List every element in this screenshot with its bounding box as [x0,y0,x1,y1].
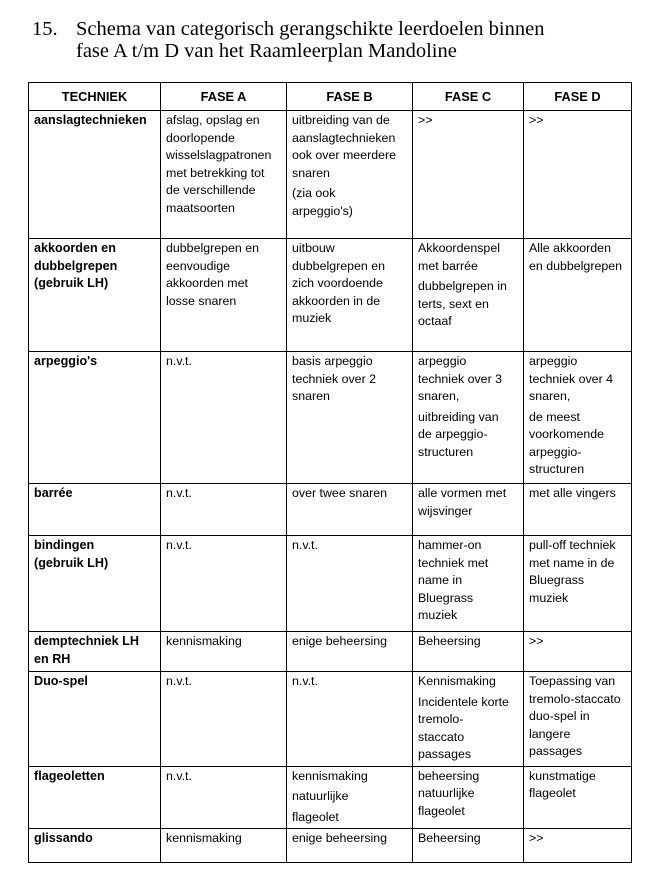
heading-number: 15. [32,18,58,40]
cell-text-line: met barrée [418,258,478,273]
table-row [29,536,632,632]
cell-text-line: tremolo- [418,712,464,726]
cell-text-line: kunstmatige [529,768,596,783]
cell-text-line: doorlopende [166,130,235,145]
cell-fase-b [287,632,413,672]
column-header-fase-b: FASE B [287,83,413,111]
cell-text-line: kennismaking [292,768,368,783]
cell-fase-c [413,352,524,484]
cell-text-line: n.v.t. [166,768,192,783]
cell-text-line: uitbreiding van de [292,113,390,127]
cell-text-line: enige beheersing [292,634,388,648]
cell-fase-d [524,536,632,632]
cell-text-line: eenvoudige [166,258,231,273]
table-row [29,829,632,863]
cell-fase-c [413,766,524,829]
cell-text-line: akkoorden met [166,276,248,290]
cell-text-line: muziek [292,311,332,325]
cell-fase-b [287,672,413,767]
cell-text-line: Bluegrass [418,590,474,605]
cell-text-line: met alle vingers [529,486,616,500]
cell-text-line: octaaf [418,314,452,328]
cell-text-line: structuren [529,462,585,476]
cell-text-line: akkoorden en [34,241,116,255]
table-row [29,352,632,484]
cell-text-line: passages [418,747,472,761]
cell-fase-b [287,352,413,484]
cell-text-line: glissando [34,831,93,845]
cell-text-line: n.v.t. [166,538,192,552]
cell-text-line: wijsvinger [418,503,473,518]
cell-fase-b [287,239,413,352]
cell-text-line: de meest [529,409,580,424]
table-row [29,672,632,767]
cell-fase-d [524,766,632,829]
cell-fase-a [161,111,287,239]
cell-techniek [29,239,161,352]
cell-text-line: en dubbelgrepen [529,258,623,273]
cell-text-line: Toepassing van [529,674,616,688]
cell-text-line: met betrekking tot [166,165,265,180]
column-header-techniek: TECHNIEK [29,83,161,111]
cell-text-line: natuurlijke [292,789,349,803]
cell-text-line: Beheersing [418,634,481,648]
cell-text-line: >> [418,113,433,127]
cell-text-line: muziek [529,590,569,605]
cell-text-line: flageolet [418,803,465,818]
cell-text-line: met name in de [529,555,615,570]
cell-text-line: uitbreiding van [418,409,499,424]
cell-text-line: losse snaren [166,293,237,308]
cell-text-line: arpeggio- [529,444,582,459]
column-header-fase-a: FASE A [161,83,287,111]
cell-text-line: basis arpeggio [292,354,373,368]
cell-techniek [29,632,161,672]
cell-techniek [29,536,161,632]
cell-text-line: aanslagtechnieken [34,113,147,127]
cell-text-line: snaren, [418,389,460,403]
cell-fase-d [524,829,632,863]
cell-text-line: Incidentele korte [418,694,509,709]
cell-text-line: alle vormen met [418,486,507,500]
table-row [29,484,632,536]
cell-text-line: arpeggio's [34,354,98,368]
cell-text-line: n.v.t. [292,538,318,552]
cell-text-line: snaren, [529,389,571,403]
cell-text-line: Beheersing [418,831,481,845]
cell-text-line: uitbouw [292,241,335,255]
cell-text-line: zich voordoende [292,276,383,290]
cell-text-line: structuren [418,444,474,459]
cell-text-line: afslag, opslag en [166,113,260,127]
cell-text-line: de verschillende [166,183,256,197]
cell-text-line: n.v.t. [166,486,192,500]
cell-text-line: kennismaking [166,831,242,845]
cell-text-line: (gebruik LH) [34,555,109,570]
cell-text-line: flageolet [529,786,576,800]
heading-title [76,18,656,62]
cell-fase-c [413,536,524,632]
cell-text-line: arpeggio [529,354,578,368]
table-body [29,111,632,863]
learning-goals-table [28,82,632,863]
column-header-fase-c: FASE C [413,83,524,111]
table-row [29,632,632,672]
table-header-row [29,83,632,111]
table-row [29,111,632,239]
cell-techniek [29,672,161,767]
cell-text-line: Alle akkoorden [529,241,611,255]
cell-text-line: techniek met [418,555,489,570]
cell-text-line: pull-off techniek [529,538,616,552]
heading-line-1: Schema van categorisch gerangschikte leerdoelen binnen [76,18,545,40]
cell-text-line: flageoletten [34,768,105,783]
cell-text-line: Kennismaking [418,674,496,688]
cell-text-line: voorkomende [529,427,605,441]
cell-text-line: techniek over 4 [529,371,614,386]
cell-techniek [29,484,161,536]
cell-fase-d [524,672,632,767]
cell-text-line: muziek [418,608,458,622]
cell-text-line: Akkoordenspel [418,241,500,255]
cell-text-line: (zia ook [292,186,336,200]
cell-fase-a [161,829,287,863]
cell-text-line: dubbelgrepen en [166,241,260,255]
cell-fase-b [287,111,413,239]
cell-fase-a [161,536,287,632]
cell-text-line: bindingen [34,538,95,552]
cell-text-line: dubbelgrepen en [292,258,386,273]
cell-text-line: tremolo-staccato [529,691,621,706]
cell-text-line: dubbelgrepen in [418,279,507,293]
cell-text-line: natuurlijke [418,786,475,800]
cell-fase-d [524,111,632,239]
cell-fase-b [287,484,413,536]
table-row [29,766,632,829]
cell-text-line: over twee snaren [292,486,388,500]
cell-text-line: de arpeggio- [418,427,488,441]
cell-text-line: langere [529,726,571,741]
cell-text-line: passages [529,744,583,758]
cell-fase-b [287,766,413,829]
cell-text-line: arpeggio's) [292,203,353,218]
cell-fase-a [161,766,287,829]
cell-text-line: kennismaking [166,634,242,648]
cell-fase-d [524,484,632,536]
cell-text-line: en RH [34,651,71,666]
cell-text-line: flageolet [292,809,339,824]
cell-fase-a [161,239,287,352]
cell-text-line: techniek over 3 [418,371,503,386]
cell-text-line: ook over meerdere [292,148,396,162]
table-row [29,239,632,352]
cell-text-line: n.v.t. [292,674,318,688]
cell-fase-d [524,239,632,352]
cell-text-line: n.v.t. [166,354,192,368]
cell-fase-a [161,672,287,767]
cell-text-line: aanslagtechnieken [292,130,396,145]
cell-fase-c [413,632,524,672]
cell-text-line: staccato [418,729,465,744]
cell-text-line: enige beheersing [292,831,388,845]
cell-fase-a [161,352,287,484]
cell-fase-c [413,484,524,536]
cell-text-line: dubbelgrepen [34,258,118,273]
cell-text-line: Duo-spel [34,674,88,688]
cell-fase-a [161,632,287,672]
cell-text-line: name in [418,573,463,587]
cell-text-line: beheersing [418,768,480,783]
cell-text-line: maatsoorten [166,200,235,215]
cell-text-line: >> [529,831,544,845]
heading-line-2: fase A t/m D van het Raamleerplan Mandoline [76,40,457,62]
cell-fase-b [287,829,413,863]
cell-text-line: duo-spel in [529,709,590,723]
cell-fase-b [287,536,413,632]
cell-text-line: >> [529,113,544,127]
cell-text-line: snaren [292,165,330,180]
cell-fase-a [161,484,287,536]
cell-text-line: snaren [292,389,330,403]
cell-techniek [29,766,161,829]
cell-text-line: arpeggio [418,354,467,368]
cell-text-line: barrée [34,486,73,500]
cell-text-line: demptechniek LH [34,634,139,648]
cell-fase-d [524,352,632,484]
cell-fase-d [524,632,632,672]
column-header-fase-d: FASE D [524,83,632,111]
cell-techniek [29,111,161,239]
cell-techniek [29,352,161,484]
cell-fase-c [413,829,524,863]
cell-text-line: hammer-on [418,538,482,552]
cell-text-line: >> [529,634,544,648]
cell-fase-c [413,239,524,352]
cell-text-line: Bluegrass [529,573,585,587]
cell-fase-c [413,672,524,767]
cell-text-line: akkoorden in de [292,293,381,308]
cell-text-line: (gebruik LH) [34,276,109,290]
cell-text-line: techniek over 2 [292,371,377,386]
cell-text-line: wisselslagpatronen [166,148,272,162]
cell-text-line: n.v.t. [166,674,192,688]
cell-text-line: terts, sext en [418,296,489,311]
cell-fase-c [413,111,524,239]
cell-techniek [29,829,161,863]
